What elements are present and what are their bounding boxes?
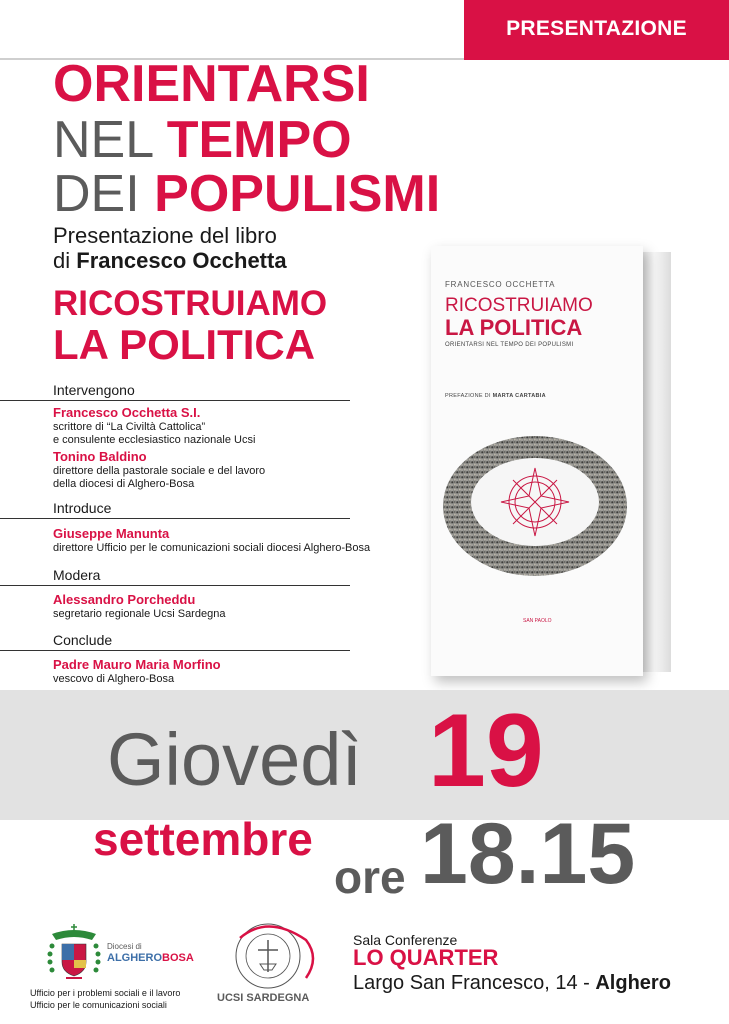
- subtitle-prefix: di: [53, 248, 71, 273]
- section-divider: [0, 518, 350, 519]
- venue-address: [353, 972, 671, 995]
- book-cover-preface: [445, 393, 546, 399]
- book-cover-publisher: SAN PAOLO: [523, 618, 552, 624]
- book-cover-author: FRANCESCO OCCHETTA: [445, 280, 556, 289]
- book-cover-title-1: RICOSTRUIAMO: [445, 295, 593, 316]
- book-cover-subtitle: ORIENTARSI NEL TEMPO DEI POPULISMI: [445, 342, 574, 348]
- crowd-compass-illustration: [431, 406, 643, 606]
- book-title-line-1: RICOSTRUIAMO: [53, 284, 328, 323]
- book-pages-edge: [643, 252, 671, 672]
- speaker-1-desc-2: e consulente ecclesiastico nazionale Ucsi: [53, 434, 256, 446]
- diocese-coat-of-arms-logo: [44, 922, 104, 984]
- subtitle-line-1: Presentazione del libro: [53, 223, 277, 248]
- title-line-3-thin: DEI: [53, 165, 140, 223]
- book-cover: [431, 246, 643, 676]
- title-line-1: ORIENTARSI: [53, 55, 370, 113]
- section-divider: [0, 650, 350, 651]
- moderator-desc: segretario regionale Ucsi Sardegna: [53, 608, 226, 620]
- event-date-number: 19: [428, 693, 544, 809]
- office-line-1: Ufficio per i problemi sociali e il lavoro: [30, 988, 181, 998]
- title-line-3-bold: POPULISMI: [154, 165, 441, 223]
- title-line-2-thin: NEL: [53, 111, 153, 169]
- venue-city: Alghero: [595, 972, 671, 994]
- diocese-name: [107, 952, 194, 964]
- event-time: 18.15: [420, 806, 636, 902]
- book-title-line-2: LA POLITICA: [53, 321, 316, 368]
- venue-name: LO QUARTER: [353, 945, 499, 970]
- intro-name: Giuseppe Manunta: [53, 526, 170, 541]
- section-divider: [0, 400, 350, 401]
- venue-street: Largo San Francesco, 14 -: [353, 972, 590, 994]
- intro-desc: direttore Ufficio per le comunicazioni sociali diocesi Alghero-Bosa: [53, 542, 371, 554]
- diocese-name-bosa: BOSA: [162, 952, 194, 964]
- subtitle-line-2: [53, 248, 287, 274]
- event-month: settembre: [93, 813, 313, 865]
- title-line-2: [53, 110, 352, 170]
- section-modera: Modera: [53, 567, 101, 583]
- book-cover-title-2: LA POLITICA: [445, 315, 583, 340]
- section-conclude: Conclude: [53, 632, 113, 648]
- event-day: Giovedì: [107, 718, 363, 801]
- section-divider: [0, 585, 350, 586]
- office-line-2: Ufficio per le comunicazioni sociali: [30, 1000, 167, 1010]
- ucsi-logo: [220, 918, 328, 992]
- speaker-2-name: Tonino Baldino: [53, 449, 147, 464]
- moderator-name: Alessandro Porcheddu: [53, 592, 196, 607]
- diocese-name-alghero: ALGHERO: [107, 952, 162, 964]
- book-cover-preface-name: MARTA CARTABIA: [492, 393, 546, 399]
- section-intervengono: Intervengono: [53, 382, 135, 398]
- speaker-1-name: Francesco Occhetta S.I.: [53, 405, 201, 420]
- diocese-label: Diocesi di: [107, 942, 142, 951]
- speaker-1-desc-1: scrittore di “La Civiltà Cattolica”: [53, 421, 206, 433]
- title-line-3: [53, 164, 440, 224]
- venue-label: Sala Conferenze: [353, 932, 458, 948]
- book-cover-preface-prefix: PREFAZIONE DI: [445, 393, 491, 399]
- title-line-2-bold: TEMPO: [166, 111, 352, 169]
- presentation-tag: [464, 0, 729, 60]
- conclusion-desc: vescovo di Alghero-Bosa: [53, 673, 175, 685]
- event-ore-label: ore: [334, 851, 406, 903]
- section-introduce: Introduce: [53, 500, 112, 516]
- speaker-2-desc-2: della diocesi di Alghero-Bosa: [53, 478, 195, 490]
- subtitle-author: Francesco Occhetta: [76, 248, 287, 273]
- presentation-tag-label: PRESENTAZIONE: [506, 17, 687, 40]
- speaker-2-desc-1: direttore della pastorale sociale e del lavoro: [53, 465, 266, 477]
- conclusion-name: Padre Mauro Maria Morfino: [53, 657, 221, 672]
- ucsi-name: UCSI SARDEGNA: [217, 992, 310, 1004]
